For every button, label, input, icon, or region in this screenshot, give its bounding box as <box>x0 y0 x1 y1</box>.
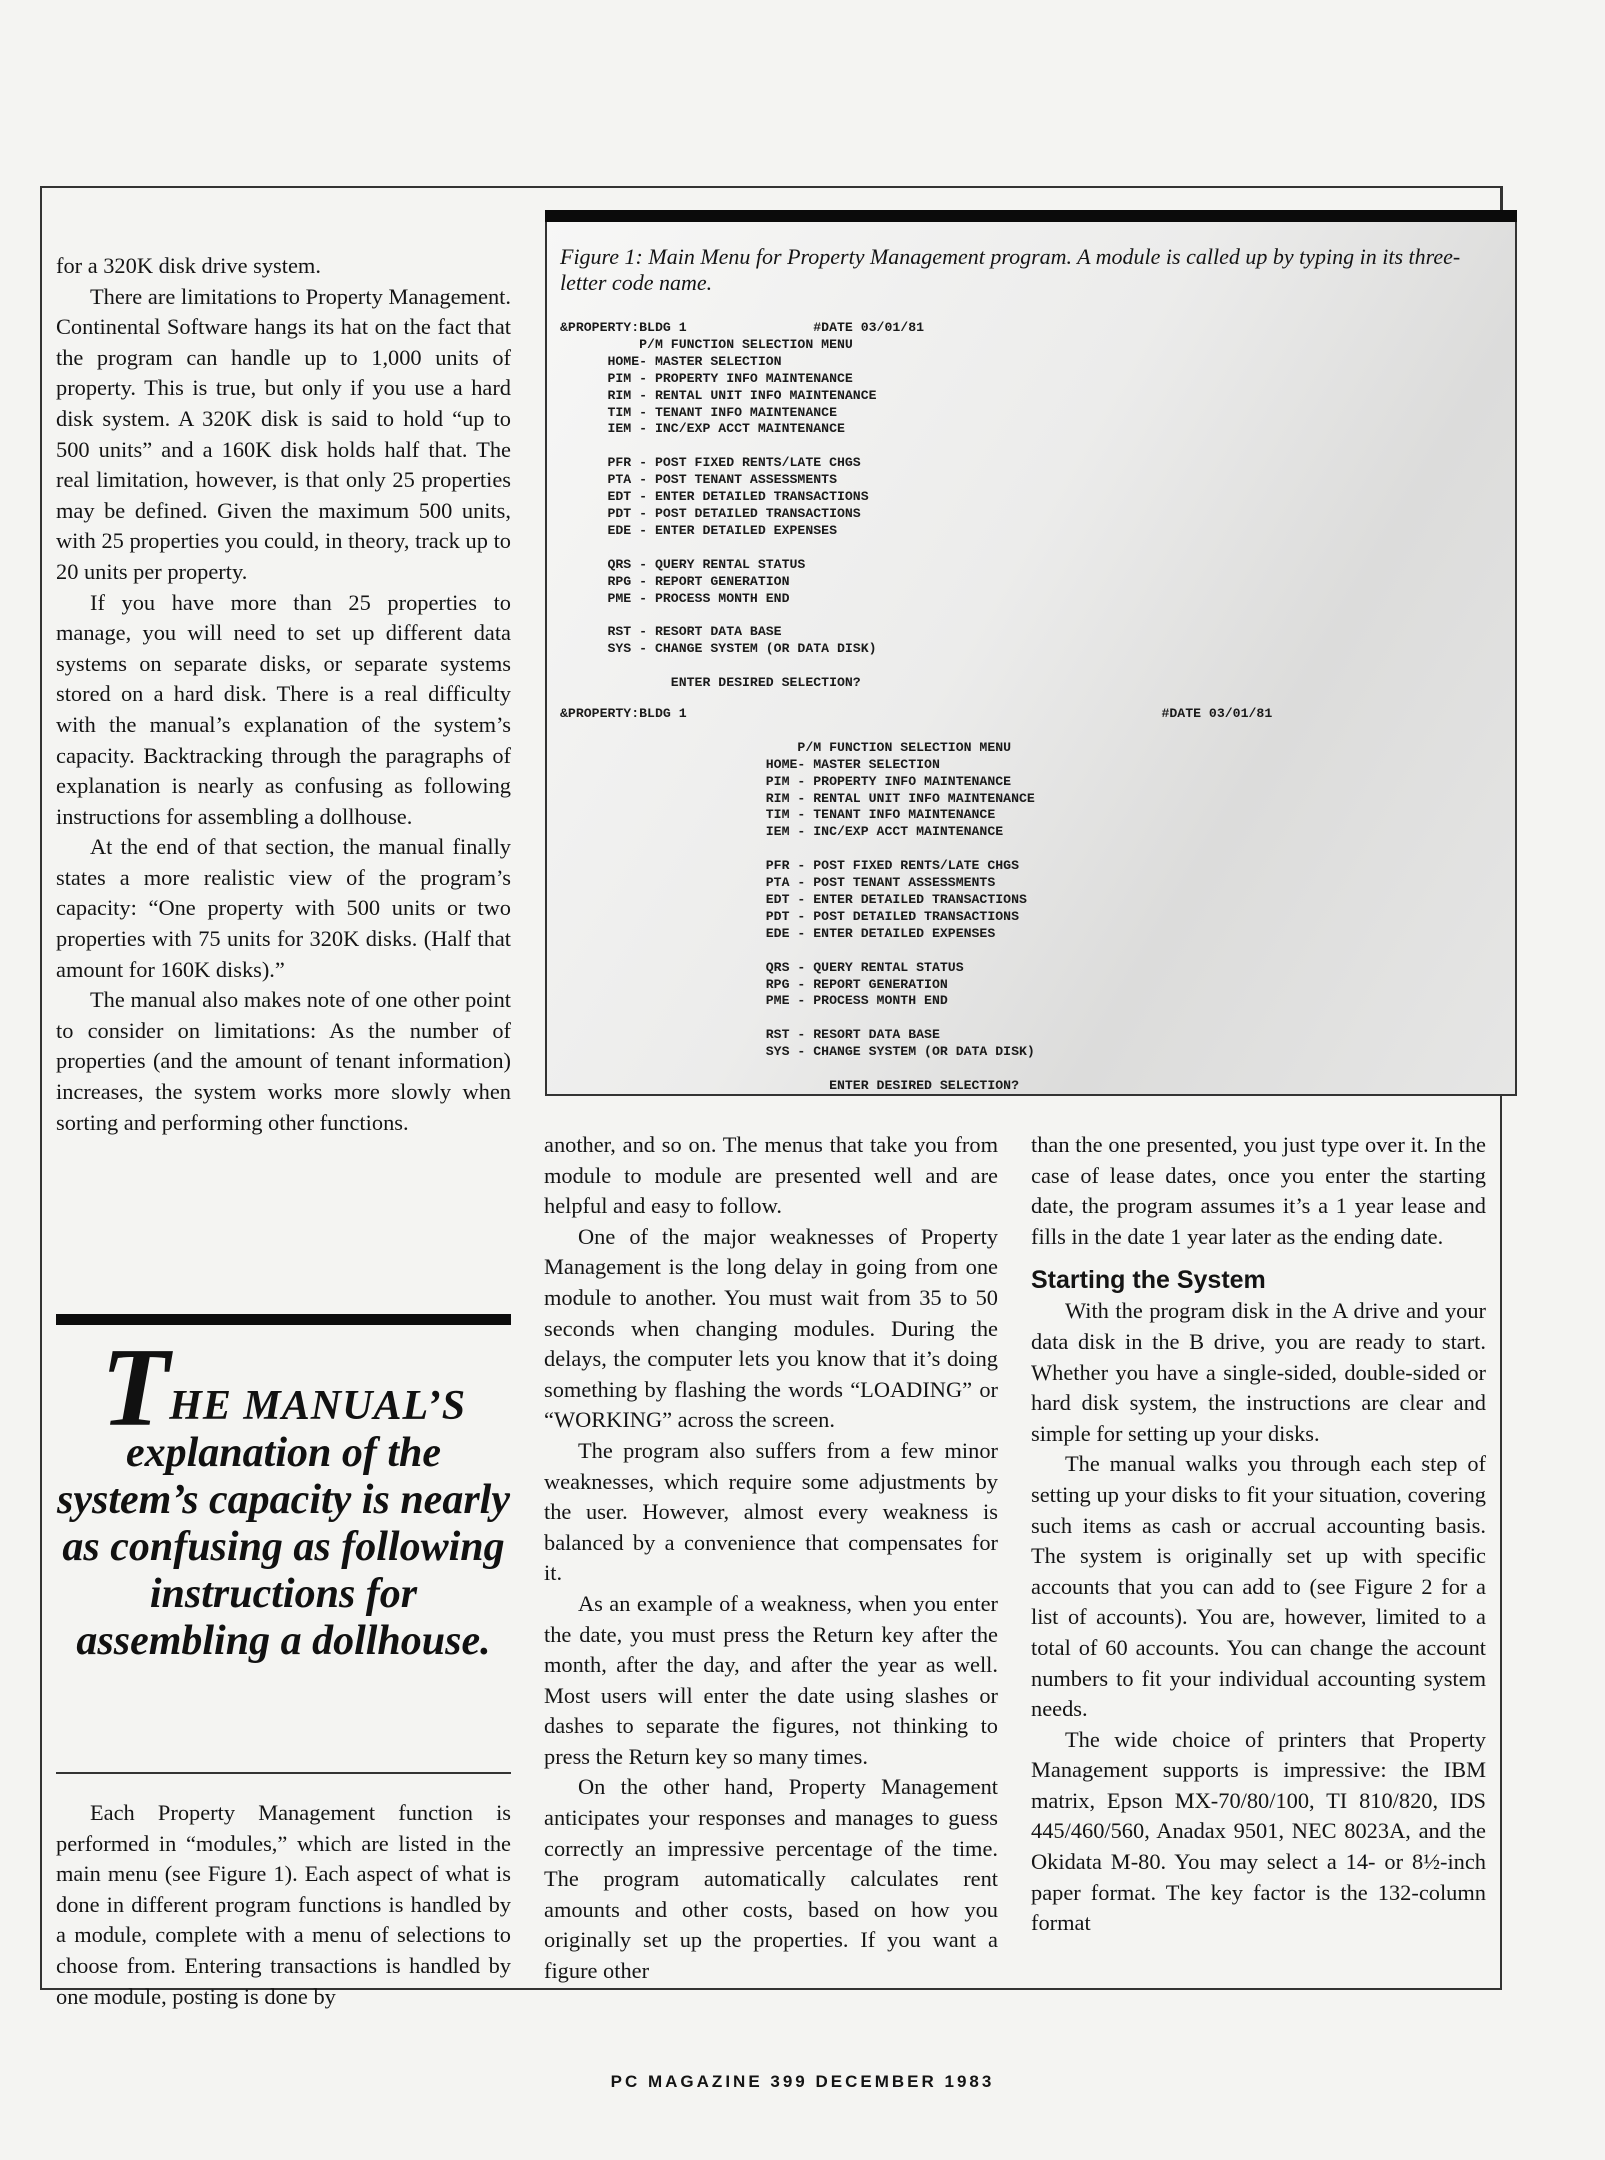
pullquote-first-line: HE MANUAL’S <box>169 1383 467 1429</box>
pullquote-bottom-rule <box>56 1772 511 1774</box>
paragraph: There are limitations to Property Management. Continental Software hangs its hat on the fact that the program can handle up to 1,000 units of property. This is true, but only if you use a hard disk system. A 320K disk is said to hold “up to 500 units” and a 160K disk holds half that. The real limitation, however, is that only 25 properties may be defined. Given the maximum 500 units, with 25 properties you could, in theory, track up to 20 units per property. <box>56 283 511 584</box>
page-footer <box>0 2072 1605 2092</box>
paragraph: The manual walks you through each step of setting up your disks to fit your situation, covering such items as cash or accrual accounting basis. The system is originally set up with specific accounts that you can add to (see Figure 2 for a list of accounts). You are, however, limited to a total of 60 accounts. You can change the account numbers to fit your individual accounting system needs. <box>1031 1451 1486 1722</box>
paragraph: The wide choice of printers that Property Management supports is impressive: the IBM matrix, Epson MX-70/80/100, TI 810/820, IDS 445/460/560, Anadax 9501, NEC 8023A, and the Okidata M-80. You may select a 14- or 8½-inch paper format. The key factor is the 132-column format <box>1031 1726 1486 1936</box>
footer-date: DECEMBER 1983 <box>815 2072 995 2091</box>
footer-page-number: 399 <box>770 2072 808 2091</box>
paragraph: At the end of that section, the manual finally states a more realistic view of the program’s capacity: “One property with 500 units or two properties with 75 units for 320K disks. (Half that amount for 160K disks).” <box>56 834 511 982</box>
figure-top-rule <box>545 210 1517 222</box>
screen-capture-2: &PROPERTY:BLDG 1 #DATE 03/01/81 P/M FUNCTION SELECTION MENU HOME- MASTER SELECTION PIM - PROPERTY INFO MAINTENANCE RIM - RENTAL UNIT INFO MAINTENANCE TIM - TENANT INFO MAINTENANCE IEM - INC/EXP ACCT MAINTENANCE PFR - POST FIXED RENTS/LATE CHGS PTA - POST TENANT ASSESSMENTS EDT - ENTER DETAILED TRANSACTIONS PDT - POST DETAILED TRANSACTIONS EDE - ENTER DETAILED EXPENSES QRS - QUERY RENTAL STATUS RPG - REPORT GENERATION PME - PROCESS MONTH END RST - RESORT DATA BASE SYS - CHANGE SYSTEM (OR DATA DISK) ENTER DESIRED SELECTION? <box>560 706 1273 1093</box>
paragraph: The program also suffers from a few minor weaknesses, which require some adjustments by the user. However, almost every weakness is balanced by a convenience that compensates for it. <box>544 1437 998 1586</box>
screen-capture-1: &PROPERTY:BLDG 1 #DATE 03/01/81 P/M FUNCTION SELECTION MENU HOME- MASTER SELECTION PIM - PROPERTY INFO MAINTENANCE RIM - RENTAL UNIT INFO MAINTENANCE TIM - TENANT INFO MAINTENANCE IEM - INC/EXP ACCT MAINTENANCE PFR - POST FIXED RENTS/LATE CHGS PTA - POST TENANT ASSESSMENTS EDT - ENTER DETAILED TRANSACTIONS PDT - POST DETAILED TRANSACTIONS EDE - ENTER DETAILED EXPENSES QRS - QUERY RENTAL STATUS RPG - REPORT GENERATION PME - PROCESS MONTH END RST - RESORT DATA BASE SYS - CHANGE SYSTEM (OR DATA DISK) ENTER DESIRED SELECTION? <box>560 320 925 691</box>
frame-notch <box>1500 186 1503 212</box>
paragraph: The manual also makes note of one other point to consider on limitations: As the number of properties (and the amount of tenant information) increases, the system works more slowly when sorting and performing other functions. <box>56 987 511 1135</box>
column-3 <box>1031 1130 1486 1939</box>
paragraph: On the other hand, Property Management anticipates your responses and manages to guess correctly an impressive percentage of the time. The program automatically calculates rent amounts and other costs, based on how you originally set up the properties. If you want a figure other <box>544 1774 998 1984</box>
paragraph: If you have more than 25 properties to manage, you will need to set up different data systems on separate disks, or separate systems stored on a hard disk. There is a real difficulty with the manual’s explanation of the system’s capacity. Backtracking through the paragraphs of explanation is nearly as confusing as following instructions for assembling a dollhouse. <box>56 589 511 829</box>
column-2 <box>544 1130 998 1987</box>
paragraph: than the one presented, you just type over it. In the case of lease dates, once you enter the starting date, the program assumes it’s a 1 year lease and fills in the date 1 year later as the ending date. <box>1031 1132 1486 1249</box>
pullquote-text: explanation of the system’s capacity is nearly as confusing as following instructions for assembling a dollhouse. <box>57 1430 510 1664</box>
paragraph: One of the major weaknesses of Property Management is the long delay in going from one module to another. You must wait from 35 to 50 seconds when changing modules. During the delays, the computer lets you know that it’s doing something by flashing the words “LOADING” or “WORKING” across the screen. <box>544 1223 998 1433</box>
section-heading: Starting the System <box>1031 1266 1266 1295</box>
paragraph: for a 320K disk drive system. <box>56 253 321 278</box>
figure-caption: Figure 1: Main Menu for Property Management program. A module is called up by typing in its three-letter code name. <box>560 244 1461 295</box>
column-1 <box>56 251 511 1138</box>
paragraph: As an example of a weakness, when you enter the date, you must press the Return key after the month, after the day, and after the year as well. Most users will enter the date using slashes or dashes to separate the figures, not thinking to press the Return key so many times. <box>544 1590 998 1769</box>
paragraph: Each Property Management function is performed in “modules,” which are listed in the main menu (see Figure 1). Each aspect of what is done in different program functions is handled by a module, complete with a menu of selections to choose from. Entering transactions is handled by one module, posting is done by <box>56 1800 511 2009</box>
column-1-bottom <box>56 1798 511 2012</box>
paragraph: With the program disk in the A drive and your data disk in the B drive, you are ready to start. Whether you have a single-sided, double-sided or hard disk system, the instructions are clear and simple for setting up your disks. <box>1031 1298 1486 1446</box>
pullquote-drop-cap: T <box>100 1326 170 1450</box>
footer-magazine: PC MAGAZINE <box>610 2072 763 2091</box>
paragraph: another, and so on. The menus that take you from module to module are presented well and are helpful and easy to follow. <box>544 1132 998 1219</box>
pullquote <box>56 1326 511 1665</box>
pullquote-top-rule <box>56 1314 511 1325</box>
